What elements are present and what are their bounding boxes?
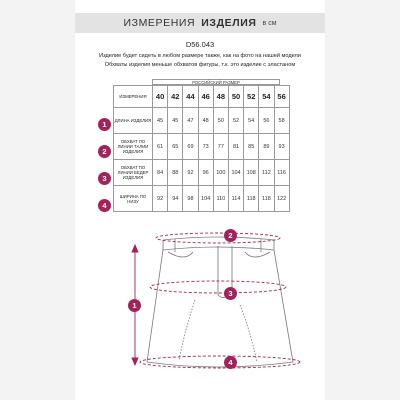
value-cell: 112 xyxy=(259,160,274,186)
value-cell: 104 xyxy=(228,160,243,186)
size-cell: 40 xyxy=(153,86,168,108)
fit-note: Изделие будет сидеть в любом размере также, как на фото на нашей модели xyxy=(99,53,301,59)
size-cell: 50 xyxy=(228,86,243,108)
title-prefix: ИЗМЕРЕНИЯ xyxy=(123,17,196,29)
arrow-up-icon xyxy=(132,245,138,252)
value-cell: 48 xyxy=(198,108,213,134)
skirt-sketch xyxy=(75,0,325,400)
diagram-marker-hip: 3 xyxy=(224,287,237,300)
product-code: D56.043 xyxy=(185,40,215,49)
hem-measure-line xyxy=(140,356,300,368)
value-cell: 118 xyxy=(259,186,274,212)
value-cell: 81 xyxy=(228,134,243,160)
value-cell: 45 xyxy=(168,108,183,134)
value-cell: 85 xyxy=(244,134,259,160)
title-main: ИЗДЕЛИЯ xyxy=(201,17,257,29)
value-cell: 104 xyxy=(198,186,213,212)
value-cell: 58 xyxy=(274,108,289,134)
value-cell: 118 xyxy=(244,186,259,212)
value-cell: 100 xyxy=(213,160,228,186)
size-cell: 52 xyxy=(244,86,259,108)
value-cell: 116 xyxy=(274,160,289,186)
size-chart-card xyxy=(75,0,325,400)
row-number-badge: 1 xyxy=(98,118,111,131)
value-cell: 69 xyxy=(183,134,198,160)
seam-line xyxy=(240,305,257,362)
row-label: ДЛИНА ИЗДЕЛИЯ xyxy=(114,108,153,134)
value-cell: 52 xyxy=(228,108,243,134)
row-number-badge: 2 xyxy=(98,145,111,158)
size-caption: РОССИЙСКИЙ РАЗМЕР xyxy=(152,79,280,85)
value-cell: 61 xyxy=(153,134,168,160)
row-label: ОБХВАТ ПО ЛИНИИ БЕДЕР ИЗДЕЛИЯ xyxy=(114,160,153,186)
left-pocket xyxy=(168,252,193,257)
diagram-marker-waist: 2 xyxy=(224,229,237,242)
title-unit: в см xyxy=(262,19,277,27)
value-cell: 50 xyxy=(213,108,228,134)
diagram-marker-hem: 4 xyxy=(224,356,237,369)
value-cell: 47 xyxy=(183,108,198,134)
value-cell: 93 xyxy=(274,134,289,160)
value-cell: 54 xyxy=(244,108,259,134)
value-cell: 96 xyxy=(198,160,213,186)
size-cell: 48 xyxy=(213,86,228,108)
skirt-waistband xyxy=(163,237,274,250)
value-cell: 88 xyxy=(168,160,183,186)
value-cell: 114 xyxy=(228,186,243,212)
value-cell: 98 xyxy=(183,186,198,212)
row-label: ШИРИНА ПО НИЗУ xyxy=(114,186,153,212)
header-label: ИЗМЕРЕНИЯ xyxy=(114,86,153,108)
row-label: ОБХВАТ ПО ЛИНИИ ТАЛИИ ИЗДЕЛИЯ xyxy=(114,134,153,160)
row-number-badge: 4 xyxy=(98,199,111,212)
value-cell: 92 xyxy=(183,160,198,186)
size-cell: 44 xyxy=(183,86,198,108)
value-cell: 77 xyxy=(213,134,228,160)
size-cell: 42 xyxy=(168,86,183,108)
value-cell: 65 xyxy=(168,134,183,160)
fabric-note: Обхваты изделия меньше обхватов фигуры, т.к. это изделие с эластаном xyxy=(104,62,296,68)
value-cell: 122 xyxy=(274,186,289,212)
value-cell: 45 xyxy=(153,108,168,134)
right-pocket xyxy=(245,252,270,257)
arrow-down-icon xyxy=(132,358,138,365)
seam-line xyxy=(179,300,195,360)
value-cell: 84 xyxy=(153,160,168,186)
size-cell: 54 xyxy=(259,86,274,108)
value-cell: 108 xyxy=(244,160,259,186)
value-cell: 73 xyxy=(198,134,213,160)
size-cell: 46 xyxy=(198,86,213,108)
value-cell: 94 xyxy=(168,186,183,212)
diagram-marker-length: 1 xyxy=(128,299,141,312)
value-cell: 92 xyxy=(153,186,168,212)
size-cell: 56 xyxy=(274,86,289,108)
value-cell: 110 xyxy=(213,186,228,212)
row-number-badge: 3 xyxy=(98,172,111,185)
skirt-body xyxy=(147,250,293,367)
value-cell: 56 xyxy=(259,108,274,134)
value-cell: 89 xyxy=(259,134,274,160)
